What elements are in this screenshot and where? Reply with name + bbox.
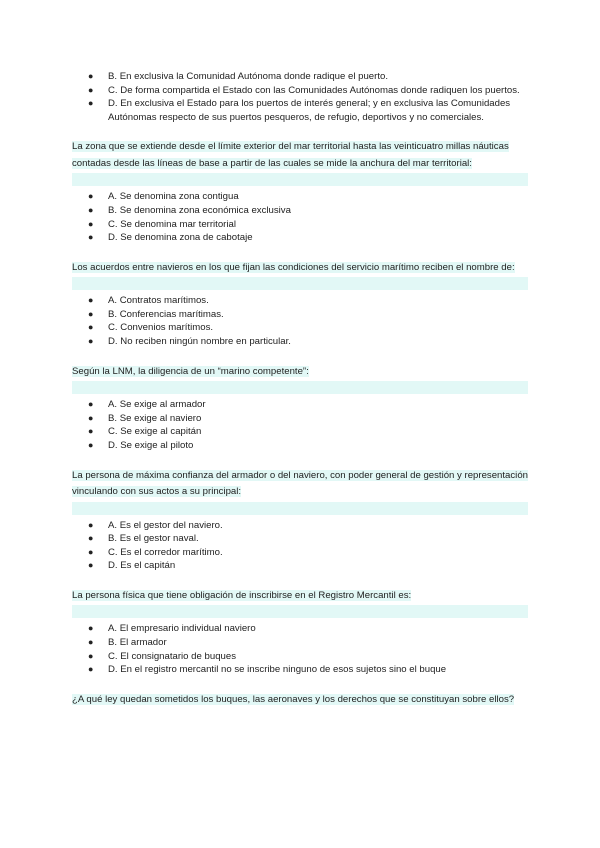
- list-item: ● A. El empresario individual naviero: [88, 623, 256, 635]
- bullet-icon: ●: [88, 664, 94, 675]
- bullet-icon: ●: [88, 295, 94, 306]
- bullet-icon: ●: [88, 232, 94, 243]
- list-item: ● A. Contratos marítimos.: [88, 295, 209, 307]
- bullet-icon: ●: [88, 560, 94, 571]
- list-item: ● C. Se exige al capitán: [88, 426, 202, 438]
- bullet-icon: ●: [88, 218, 94, 229]
- list-item: ● C. Convenios marítimos.: [88, 322, 214, 334]
- options-list: [72, 294, 528, 348]
- list-item: ● B. El armador: [88, 636, 167, 648]
- question-text: Según la LNM, la diligencia de un “marino competente”:: [72, 365, 309, 377]
- list-item: ● B. Se denomina zona económica exclusiva: [88, 204, 291, 216]
- bullet-icon: ●: [88, 84, 94, 95]
- list-item: ● A. Se exige al armador: [88, 399, 206, 411]
- list-item: ● C. Es el corredor marítimo.: [88, 546, 223, 558]
- bullet-icon: ●: [88, 191, 94, 202]
- question-text: La persona de máxima confianza del armador o del naviero, con poder general de gestión y representación vinculando con sus actos a su principal:: [72, 469, 528, 497]
- list-item: ● B. Conferencias marítimas.: [88, 308, 224, 320]
- bullet-icon: ●: [88, 426, 94, 437]
- top-options-list: [72, 70, 528, 124]
- bullet-icon: ●: [88, 71, 94, 81]
- bullet-icon: ●: [88, 308, 94, 319]
- bullet-icon: ●: [88, 439, 94, 450]
- question-text: Los acuerdos entre navieros en los que fijan las condiciones del servicio marítimo reciben el nombre de:: [72, 261, 515, 273]
- list-item: ● B. En exclusiva la Comunidad Autónoma donde radique el puerto.: [88, 71, 388, 82]
- bullet-icon: ●: [88, 412, 94, 423]
- question-text: La zona que se extiende desde el límite exterior del mar territorial hasta las veinticuatro millas náuticas contadas desde las líneas de base a partir de las cuales se mide la anchura del mar territorial:: [72, 141, 509, 169]
- bullet-icon: ●: [88, 519, 94, 530]
- bullet-icon: ●: [88, 204, 94, 215]
- list-item: ● C. Se denomina mar territorial: [88, 218, 236, 230]
- bullet-icon: ●: [88, 322, 94, 333]
- question-text: ¿A qué ley quedan sometidos los buques, las aeronaves y los derechos que se constituyan sobre ellos?: [72, 693, 515, 705]
- bullet-icon: ●: [88, 650, 94, 661]
- answer-highlight-bar: [72, 277, 528, 290]
- bullet-icon: ●: [88, 546, 94, 557]
- list-item: ● C. El consignatario de buques: [88, 650, 236, 662]
- list-item: ● D. Se denomina zona de cabotaje: [88, 232, 253, 244]
- bullet-icon: ●: [88, 623, 94, 634]
- list-item: ● D. Se exige al piloto: [88, 439, 194, 451]
- options-list: [72, 190, 528, 244]
- document-content: [72, 70, 528, 708]
- list-item: ● D. Es el capitán: [88, 560, 176, 572]
- question-text: La persona física que tiene obligación de inscribirse en el Registro Mercantil es:: [72, 589, 412, 601]
- answer-highlight-bar: [72, 502, 528, 515]
- bullet-icon: ●: [88, 636, 94, 647]
- list-item: ● A. Se denomina zona contigua: [88, 191, 239, 203]
- bullet-icon: ●: [88, 399, 94, 410]
- answer-highlight-bar: [72, 381, 528, 394]
- bullet-icon: ●: [88, 98, 94, 109]
- list-item: ● D. No reciben ningún nombre en particular.: [88, 336, 291, 348]
- list-item: ● D. En el registro mercantil no se inscribe ninguno de esos sujetos sino el buque: [88, 664, 447, 676]
- list-item: ● C. De forma compartida el Estado con las Comunidades Autónomas donde radiquen los puertos.: [88, 84, 520, 96]
- list-item: ● A. Es el gestor del naviero.: [88, 519, 223, 531]
- list-item: ● B. Se exige al naviero: [88, 412, 202, 424]
- options-list: [72, 398, 528, 452]
- options-list: [72, 622, 528, 676]
- answer-highlight-bar: [72, 173, 528, 186]
- bullet-icon: ●: [88, 336, 94, 347]
- list-item: ● D. En exclusiva el Estado para los puertos de interés general; y en exclusiva las Comunidades Autónomas respecto de sus puertos pesqueros, de refugio, deportivos y no comerciales.: [88, 98, 511, 123]
- options-list: [72, 519, 528, 573]
- list-item: ● B. Es el gestor naval.: [88, 533, 199, 545]
- bullet-icon: ●: [88, 533, 94, 544]
- answer-highlight-bar: [72, 605, 528, 618]
